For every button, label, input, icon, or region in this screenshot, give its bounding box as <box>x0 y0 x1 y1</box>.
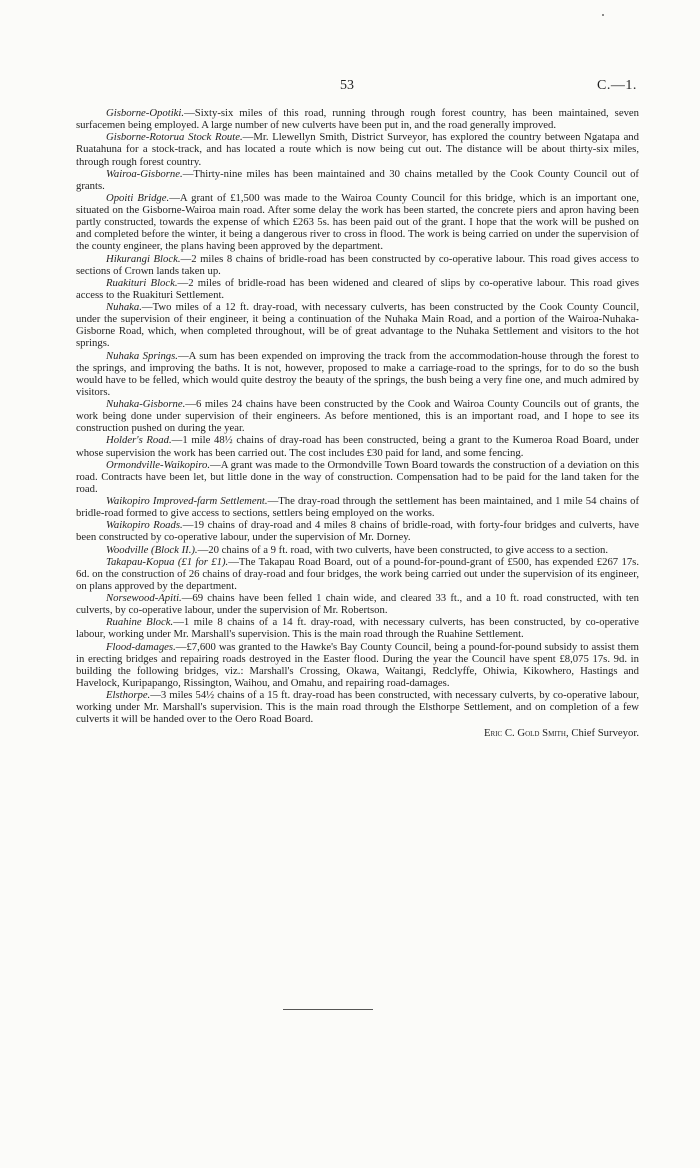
paragraph-text: —1 mile 8 chains of a 14 ft. dray-road, with necessary culverts, has been constructed, by co-operative labour, working under Mr. Marshall's supervision. This is the main road through the Ruahine Settlement. <box>76 616 639 641</box>
paragraph-text: —The Takapau Road Board, out of a pound-for-pound-grant of £500, has expended £267 17s. 6d. on the construction of 26 chains of dray-road and four bridges, the work being carried out under the supervision of its engineer, on plans approved by the department. <box>76 555 640 592</box>
paragraph-text: —2 miles of bridle-road has been widened and cleared of slips by co-operative labour. This road gives access to the Ruakituri Settlement. <box>76 276 640 301</box>
paragraph-text: —2 miles 8 chains of bridle-road has been constructed by co-operative labour. This road gives access to sections of Crown lands taken up. <box>76 252 640 277</box>
paragraph <box>76 107 639 131</box>
paragraph-heading: Opoiti Bridge. <box>106 191 170 204</box>
paragraph-heading: Nuhaka-Gisborne. <box>106 398 186 410</box>
paragraph <box>76 277 639 301</box>
paragraph-heading: Elsthorpe. <box>106 689 151 701</box>
paragraph-heading: Waikopiro Roads. <box>106 519 183 532</box>
paragraph <box>76 495 639 519</box>
paragraph <box>76 253 639 277</box>
paragraph <box>76 398 639 434</box>
paragraph-heading: Holder's Road. <box>106 434 172 447</box>
signature <box>76 727 639 739</box>
paragraph-heading: Wairoa-Gisborne. <box>106 167 183 180</box>
paragraph-heading: Gisborne-Opotiki. <box>106 107 185 119</box>
report-body <box>76 107 639 740</box>
paragraph-heading: Gisborne-Rotorua Stock Route. <box>106 131 243 144</box>
paragraph <box>76 616 639 640</box>
paragraph-text: —A grant of £1,500 was made to the Wairoa County Council for this bridge, which is an important one, situated on the Gisborne-Wairoa main road. After some delay the work has been started, the concrete piers and apron having been partly constructed, towards the expense of which £263 5s. has been paid out of the grant. I hope that the work will be pushed on and completed before the winter, it being a dangerous river to cross in flood. The work is being carried on under the supervision of the county engineer, the plans having been approved by the department. <box>76 191 639 253</box>
paragraph-text: —Thirty-nine miles has been maintained and 30 chains metalled by the Cook County Council out of grants. <box>76 167 639 192</box>
paragraph-text: —Two miles of a 12 ft. dray-road, with necessary culverts, has been constructed by the Cook County Council, under the supervision of their engineer, it being a continuation of the Nuhaka Main Road, and a portion of the Wairoa-Nuhaka-Gisborne Road, which, when completed throughout, will be of great advantage to the Nuhaka Settlement and visitors to the hot springs. <box>76 301 639 350</box>
paragraph-text: —£7,600 was granted to the Hawke's Bay County Council, being a pound-for-pound subsidy to assist them in erecting bridges and repairing roads destroyed in the Easter flood. During the year the Council have spent £8,075 17s. 9d. in building the following bridges, viz.: Marshall's Crossing, Okawa, Waitangi, Redclyffe, Ohiwia, Kikowhero, Hastings and Havelock, Kuripapango, Rissington, Waihou, and Omahu, and repairing road-damages. <box>76 640 639 689</box>
paragraph-heading: Waikopiro Improved-farm Settlement. <box>106 495 268 507</box>
paragraph-text: —Sixty-six miles of this road, running through rough forest country, has been maintained, seven surfacemen being employed. A large number of new culverts have been put in, and the road generally improved. <box>76 107 639 132</box>
paragraph <box>76 434 639 458</box>
paragraph-heading: Woodville (Block II.). <box>106 543 198 556</box>
paragraph-heading: Nuhaka Springs. <box>106 349 178 362</box>
signature-title: , Chief Surveyor. <box>565 727 639 740</box>
paragraph-text: —69 chains have been felled 1 chain wide, and cleared 33 ft., and a 10 ft. road constructed, with ten culverts, by co-operative labour, under the supervision of Mr. Robertson. <box>76 592 639 617</box>
paragraph-text: —20 chains of a 9 ft. road, with two culverts, have been constructed, to give access to a section. <box>197 543 609 556</box>
paragraph <box>76 350 639 399</box>
paragraph <box>76 192 639 253</box>
paragraph <box>76 556 639 592</box>
paragraph-text: —Mr. Llewellyn Smith, District Surveyor, has explored the country between Ngatapa and Ruatahuna for a stock-track, and has located a route which is now being cut out. The distance will be about thirty-six miles, through rough forest country. <box>76 131 639 168</box>
paragraph-text: —19 chains of dray-road and 4 miles 8 chains of bridle-road, with forty-four bridges and culverts, have been constructed by co-operative labour, under the supervision of Mr. Dorney. <box>76 519 639 544</box>
paragraph <box>76 131 639 167</box>
paragraph <box>76 168 639 192</box>
paragraph-text: —6 miles 24 chains have been constructed by the Cook and Wairoa County Councils out of grants, the work being done under supervision of their engineers. As before mentioned, this is an important road, and I hope to see its construction pushed on during the year. <box>76 398 639 435</box>
paragraph <box>76 519 639 543</box>
paragraph-heading: Hikurangi Block. <box>106 252 181 265</box>
paragraph <box>76 459 639 495</box>
closing-rule <box>283 1009 373 1010</box>
signature-name: Eric C. Gold Smith <box>484 727 566 740</box>
paragraph <box>76 689 639 725</box>
paragraph <box>76 641 639 690</box>
paragraph-heading: Flood-damages. <box>106 640 176 653</box>
paragraph-heading: Norsewood-Apiti. <box>106 592 182 604</box>
paragraph-heading: Takapau-Kopua (£1 for £1). <box>106 555 229 568</box>
paragraph <box>76 592 639 616</box>
paragraph-heading: Nuhaka. <box>106 301 142 313</box>
paragraph-heading: Ruahine Block. <box>106 616 174 629</box>
document-code: C.—1. <box>597 78 637 93</box>
paragraph-text: —3 miles 54½ chains of a 15 ft. dray-road has been constructed, with necessary culverts, by co-operative labour, working under Mr. Marshall's supervision. This is the main road through the Elsthorpe Settlement, and on completion of a few culverts it will be handed over to the Oero Road Board. <box>76 689 639 726</box>
paragraph-text: —A grant was made to the Ormondville Town Board towards the construction of a deviation on this road. Contracts have been let, but little done in the way of construction. Compensation had to be paid for the land taken for the road. <box>76 458 639 495</box>
page-number: 53 <box>340 78 354 93</box>
paragraph <box>76 544 639 556</box>
paragraph-heading: Ruakituri Block. <box>106 276 178 289</box>
paragraph-text: —A sum has been expended on improving the track from the accommodation-house through the forest to the springs, and improving the baths. It is not, however, proposed to make a carriage-road to the springs, for to do so the bush would have to be felled, which would quite destroy the beauty of the springs, the bush being a very fine one, and much admired by visitors. <box>76 349 639 398</box>
paragraph <box>76 301 639 350</box>
paragraph-heading: Ormondville-Waikopiro. <box>106 458 210 471</box>
paragraph-text: —1 mile 48½ chains of dray-road has been constructed, being a grant to the Kumeroa Road Board, under whose supervision the work has been carried out. The cost includes £30 paid for land, and some fencing. <box>76 434 639 459</box>
margin-dot <box>602 14 604 16</box>
paragraph-text: —The dray-road through the settlement has been maintained, and 1 mile 54 chains of bridle-road formed to give access to sections, settlers being employed on the works. <box>76 495 639 520</box>
